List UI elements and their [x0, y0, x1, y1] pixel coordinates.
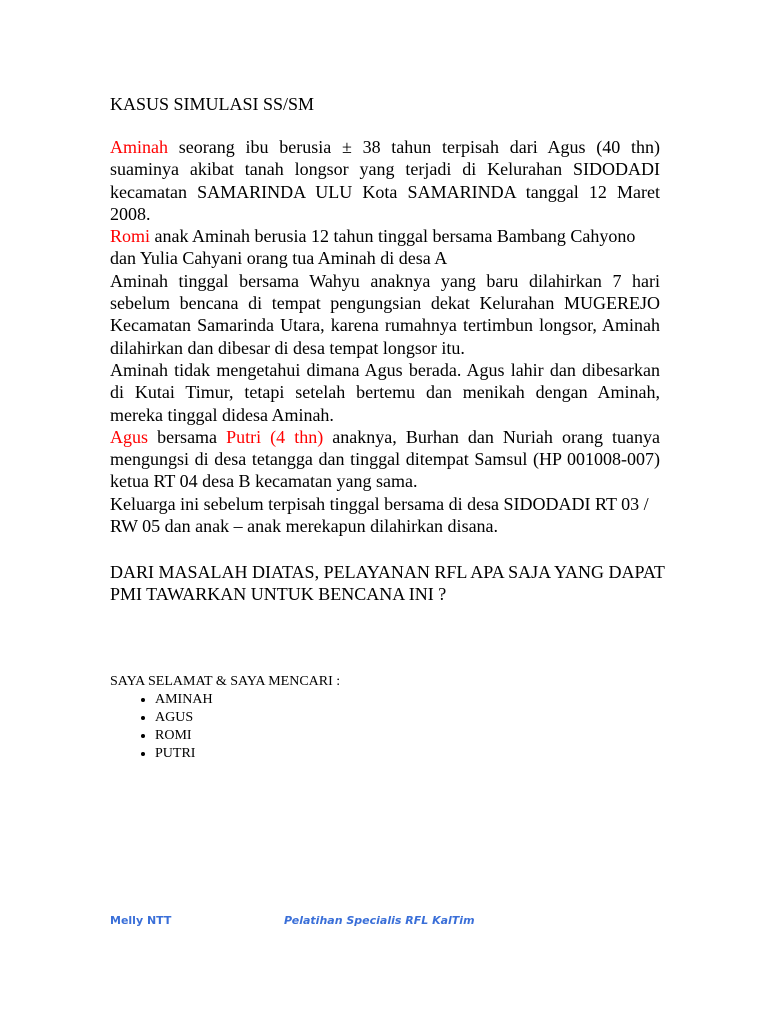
- survivor-heading: SAYA SELAMAT & SAYA MENCARI :: [110, 674, 341, 689]
- paragraph-agus-location: Aminah tidak mengetahui dimana Agus berada. Agus lahir dan dibesarkan di Kutai Timur, tetapi setelah bertemu dan menikah dengan Aminah, mereka tinggal didesa Aminah.: [110, 359, 660, 425]
- footer-author: Melly NTT: [110, 914, 172, 927]
- survivor-section: [110, 673, 340, 763]
- survivor-list: [110, 691, 340, 763]
- name-putri: Putri (4 thn): [226, 426, 324, 447]
- footer-training: Pelatihan Specialis RFL KalTim: [284, 914, 475, 927]
- list-item: • AMINAH: [155, 691, 340, 709]
- paragraph-aminah: [110, 136, 660, 225]
- name-romi: Romi: [110, 226, 151, 247]
- list-item: • AGUS: [155, 709, 340, 727]
- paragraph-aminah-text: seorang ibu berusia ± 38 tahun terpisah dari Agus (40 thn) suaminya akibat tanah longsor yang terjadi di Kelurahan SIDODADI kecamatan SAMARINDA ULU Kota SAMARINDA tanggal 12 Maret 2008.: [110, 137, 660, 224]
- document-title: KASUS SIMULASI SS/SM: [110, 94, 315, 114]
- paragraph-romi-text: anak Aminah berusia 12 tahun tinggal bersama Bambang Cahyono dan Yulia Cahyani orang tua Aminah di desa A: [110, 226, 636, 269]
- paragraph-wahyu: Aminah tinggal bersama Wahyu anaknya yang baru dilahirkan 7 hari sebelum bencana di tempat pengungsian dekat Kelurahan MUGEREJO Kecamatan Samarinda Utara, karena rumahnya tertimbun longsor, Aminah dilahirkan dan dibesar di desa tempat longsor itu.: [110, 270, 660, 358]
- paragraph-family: Keluarga ini sebelum terpisah tinggal bersama di desa SIDODADI RT 03 / RW 05 dan anak – anak merekapun dilahirkan disana.: [110, 493, 649, 537]
- paragraph-romi: [110, 225, 660, 270]
- case-description: [110, 136, 660, 537]
- list-item: • PUTRI: [155, 745, 340, 763]
- paragraph-agus-putri: [110, 426, 660, 493]
- paragraph-agus-putri-text: anaknya, Burhan dan Nuriah orang tuanya mengungsi di desa tetangga dan tinggal ditempat Samsul (HP 001008-007) ketua RT 04 desa B kecamatan yang sama.: [110, 426, 660, 492]
- question-text: DARI MASALAH DIATAS, PELAYANAN RFL APA SAJA YANG DAPAT PMI TAWARKAN UNTUK BENCANA INI ?: [110, 562, 665, 604]
- name-aminah: Aminah: [110, 137, 168, 157]
- paragraph-agus-putri-mid: bersama: [148, 426, 227, 447]
- name-agus: Agus: [110, 426, 149, 447]
- list-item: • ROMI: [155, 727, 340, 745]
